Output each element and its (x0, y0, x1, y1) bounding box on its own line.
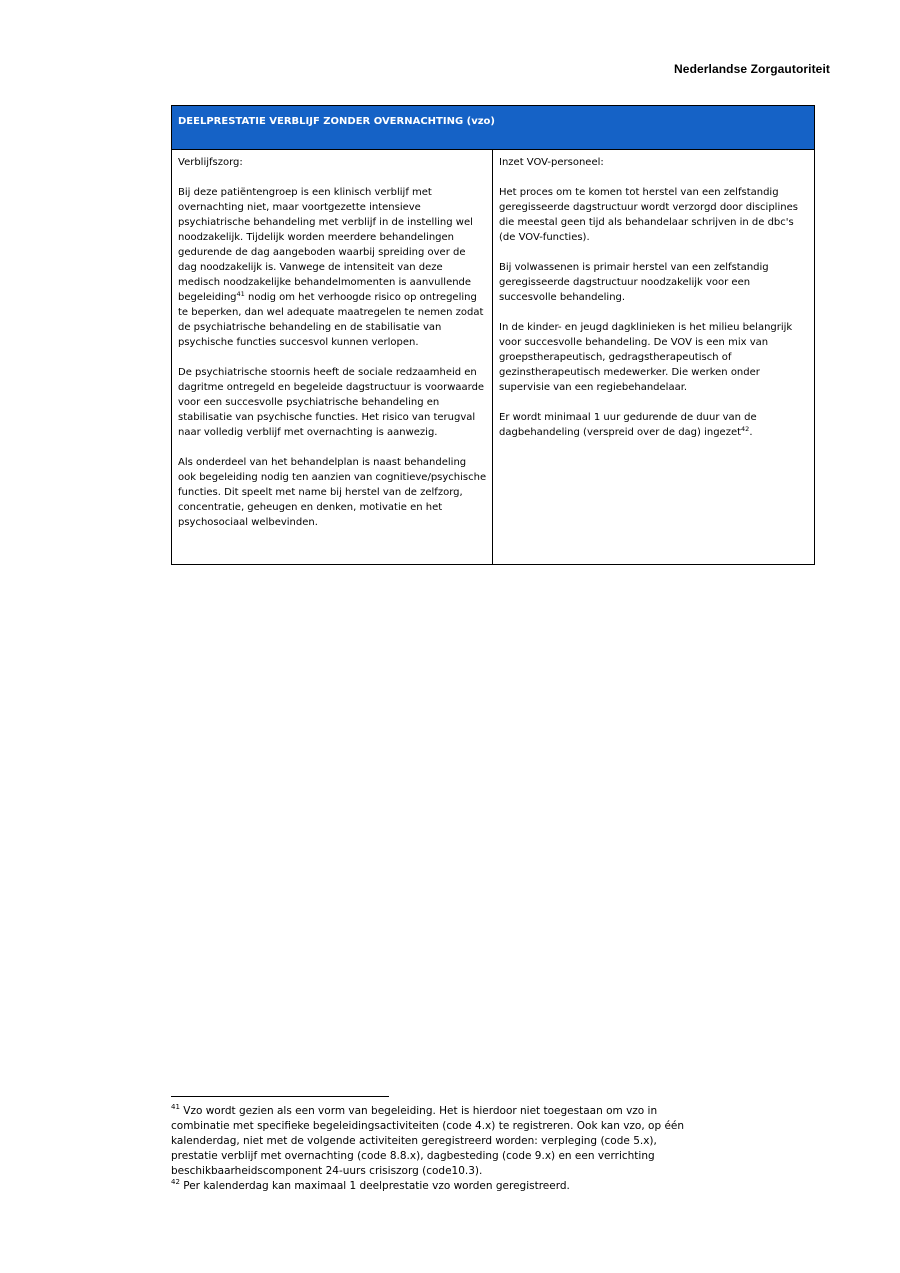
footnote-ref-42[interactable]: 42 (741, 425, 750, 433)
right-column (493, 150, 814, 564)
table-columns (172, 150, 814, 564)
left-column (172, 150, 493, 564)
right-paragraph-4: Er wordt minimaal 1 uur gedurende de duur van de dagbehandeling (verspreid over de dag) ingezet$^{42}$. (499, 412, 757, 438)
right-paragraph-2: Bij volwassenen is primair herstel van een zelfstandig geregisseerde dagstructuur noodzakelijk voor een succesvolle behandeling. (499, 262, 769, 303)
deelprestatie-table (171, 105, 815, 565)
right-paragraph-1: Het proces om te komen tot herstel van een zelfstandig geregisseerde dagstructuur wordt verzorgd door disciplines die meestal geen tijd als behandelaar schrijven in de dbc's (de VOV-functies). (499, 187, 798, 243)
table-title: DEELPRESTATIE VERBLIJF ZONDER OVERNACHTING (vzo) (172, 106, 814, 150)
footnote-41: $^{41}$ Vzo wordt gezien als een vorm van begeleiding. Het is hierdoor niet toegestaan om vzo in combinatie met specifieke begeleidingsactiviteiten (code 4.x) te registreren. Ook kan vzo, op één kalenderdag, niet met de volgende activiteiten geregistreerd worden: verpleging (code 5.x), prestatie verblijf met overnachting (code 8.8.x), dagbesteding (code 9.x) en een verrichting beschikbaarheidscomponent 24-uurs crisiszorg (code10.3). (171, 1103, 685, 1177)
left-heading: Verblijfszorg: (178, 157, 243, 168)
footnote-42: $^{42}$ Per kalenderdag kan maximaal 1 deelprestatie vzo worden geregistreerd. (171, 1178, 570, 1192)
left-paragraph-1: Bij deze patiëntengroep is een klinisch verblijf met overnachting niet, maar voortgezette intensieve psychiatrische behandeling met verblijf in de instelling wel noodzakelijk. Tijdelijk worden meerdere behandelingen gedurende de dag aangeboden waarbij spreiding over de dag noodzakelijk is. Vanwege de intensiteit van deze medisch noodzakelijke behandelmomenten is aanvullende begeleiding$^{41}$ nodig om het verhoogde risico op ontregeling te beperken, dan wel adequate maatregelen te nemen zodat de psychiatrische behandeling en de stabilisatie van psychische functies succesvol kunnen verlopen. (178, 187, 484, 348)
footnote-separator (171, 1096, 389, 1097)
footnote-ref-41[interactable]: 41 (236, 290, 245, 298)
footnotes (171, 1104, 691, 1194)
right-paragraph-3: In de kinder- en jeugd dagklinieken is het milieu belangrijk voor succesvolle behandeling. De VOV is een mix van groepstherapeutisch, gedragstherapeutisch of gezinstherapeutisch medewerker. Die werken onder supervisie van een regiebehandelaar. (499, 322, 793, 393)
left-paragraph-3: Als onderdeel van het behandelplan is naast behandeling ook begeleiding nodig ten aanzien van cognitieve/psychische functies. Dit speelt met name bij herstel van de zelfzorg, concentratie, geheugen en denken, motivatie en het psychosociaal welbevinden. (178, 457, 487, 528)
organization-name: Nederlandse Zorgautoriteit (674, 62, 830, 76)
right-heading: Inzet VOV-personeel: (499, 157, 604, 168)
left-paragraph-2: De psychiatrische stoornis heeft de sociale redzaamheid en dagritme ontregeld en begeleide dagstructuur is voorwaarde voor een succesvolle psychiatrische behandeling en stabilisatie van psychische functies. Het risico van terugval naar volledig verblijf met overnachting is aanwezig. (178, 367, 485, 438)
